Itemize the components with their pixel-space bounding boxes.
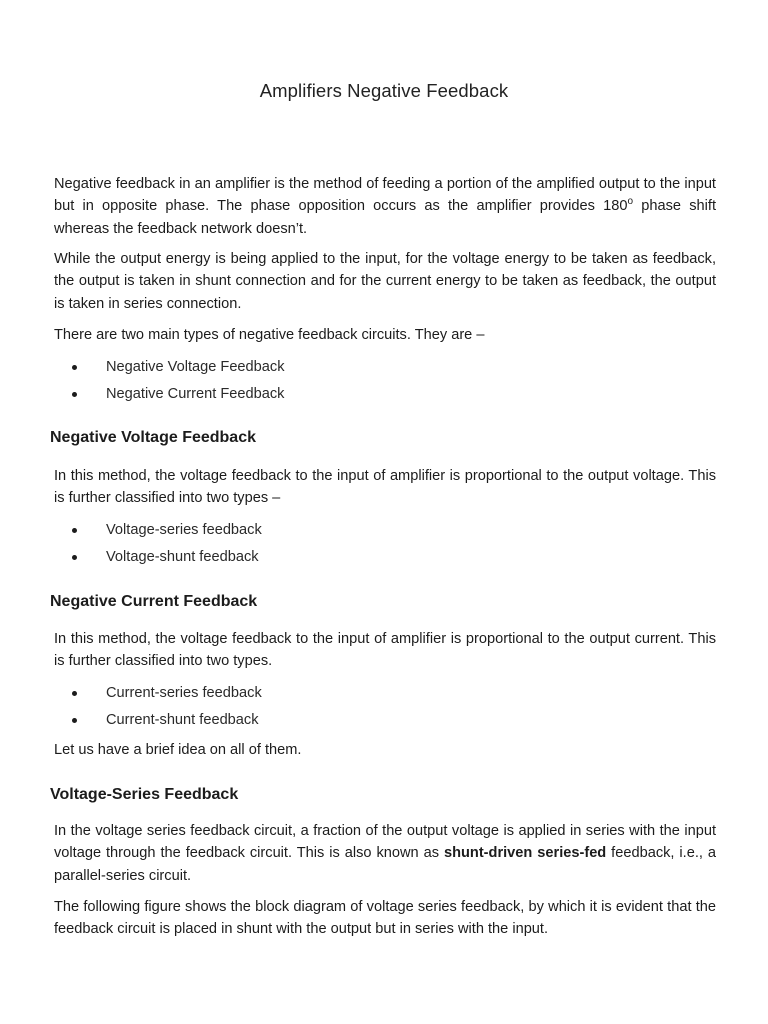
heading-negative-current-feedback: Negative Current Feedback bbox=[50, 593, 258, 610]
feedback-types-list bbox=[72, 356, 285, 410]
bullet-icon bbox=[72, 691, 77, 696]
intro-paragraph-3: There are two main types of negative feedback circuits. They are – bbox=[54, 327, 485, 343]
bullet-icon bbox=[72, 718, 77, 723]
voltage-paragraph: In this method, the voltage feedback to the input of amplifier is proportional to the output voltage. This is further classified into two types – bbox=[54, 468, 716, 507]
intro-p1-text-end: phase shift whereas the feedback network doesn’t. bbox=[54, 198, 716, 237]
bold-term: shunt-driven series-fed bbox=[443, 845, 607, 862]
list-item: Current-shunt feedback bbox=[72, 709, 262, 736]
list-item: Voltage-series feedback bbox=[72, 519, 262, 546]
bullet-icon bbox=[72, 555, 77, 560]
current-types-list bbox=[72, 682, 262, 736]
heading-voltage-series-feedback: Voltage-Series Feedback bbox=[50, 786, 239, 803]
current-paragraph: In this method, the voltage feedback to the input of amplifier is proportional to the output current. This is further classified into two types. bbox=[54, 631, 716, 670]
heading-negative-voltage-feedback: Negative Voltage Feedback bbox=[50, 429, 256, 446]
voltage-series-paragraph-1 bbox=[54, 820, 716, 887]
bullet-icon bbox=[72, 528, 77, 533]
list-item: Negative Current Feedback bbox=[72, 383, 285, 410]
intro-paragraph-2: While the output energy is being applied to the input, for the voltage energy to be taken as feedback, the output is taken in shunt connection and for the current energy to be taken as feedback, the output is taken in series connection. bbox=[54, 251, 716, 312]
page-title: Amplifiers Negative Feedback bbox=[259, 80, 509, 101]
list-item: Current-series feedback bbox=[72, 682, 262, 709]
brief-idea-paragraph: Let us have a brief idea on all of them. bbox=[54, 742, 302, 758]
intro-p1-text-start: Negative feedback in an amplifier is the method of feeding a portion of the amplified output to the input but in opposite phase. The phase opposition occurs as the amplifier provides 180 bbox=[54, 176, 716, 215]
degree-superscript: o bbox=[627, 196, 634, 208]
vs-p1-text-start: In the voltage series feedback circuit, a fraction of the output voltage is applied in series with the input voltage through the feedback circuit. This is also known as bbox=[54, 823, 716, 862]
voltage-types-list bbox=[72, 519, 262, 573]
voltage-series-paragraph-2: The following figure shows the block diagram of voltage series feedback, by which it is evident that the feedback circuit is placed in shunt with the output but in series with the input. bbox=[54, 899, 716, 938]
bullet-icon bbox=[72, 392, 77, 397]
vs-p1-text-end: feedback, i.e., a parallel-series circuit. bbox=[54, 845, 717, 884]
intro-paragraph-1 bbox=[54, 173, 716, 240]
bullet-icon bbox=[72, 365, 77, 370]
list-item: Negative Voltage Feedback bbox=[72, 356, 285, 383]
list-item: Voltage-shunt feedback bbox=[72, 546, 262, 573]
